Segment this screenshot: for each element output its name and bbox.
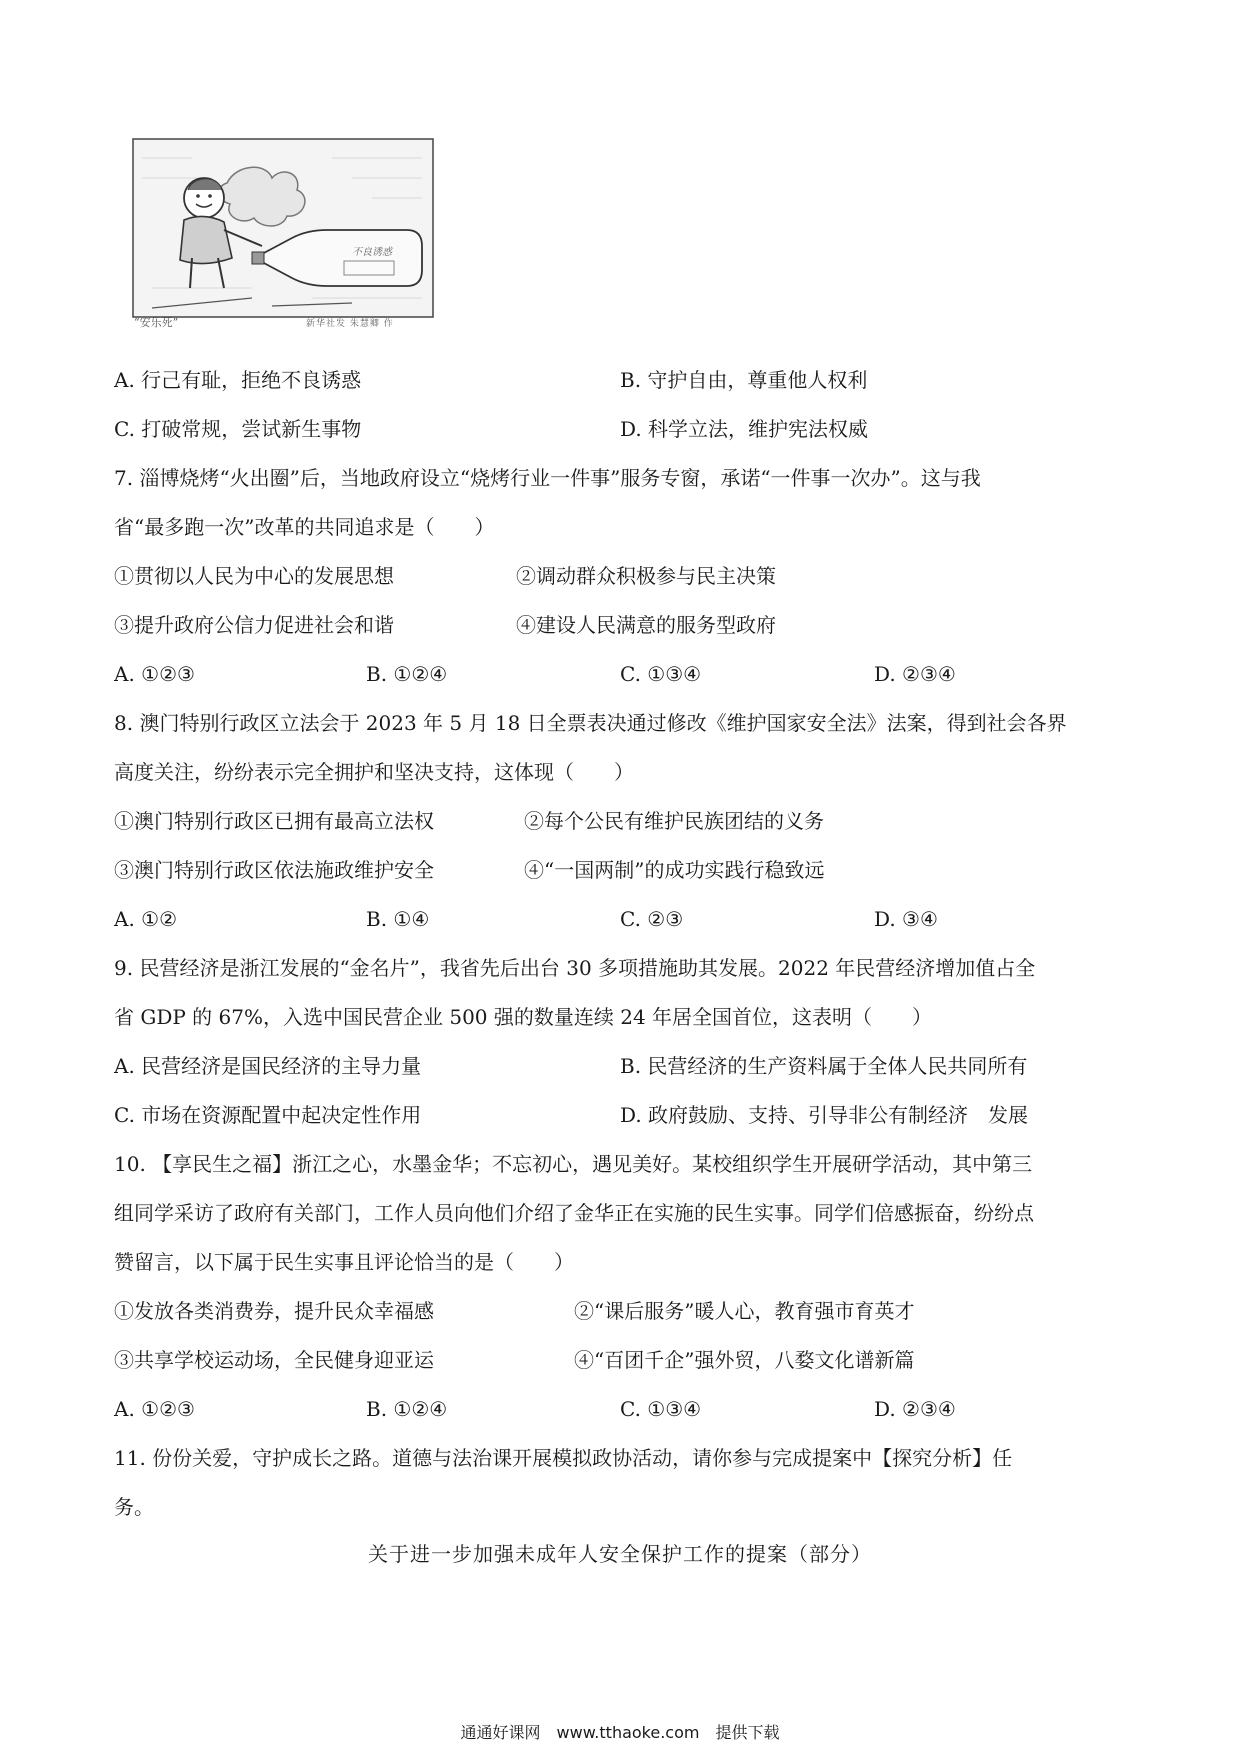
q10-item-2: ②“课后服务”暖人心，教育强市育英才: [574, 1299, 915, 1323]
cartoon-illustration: [132, 138, 434, 338]
q10-option-b: B. ①②④: [366, 1397, 448, 1421]
q8-item-3: ③澳门特别行政区依法施政维护安全: [114, 858, 434, 882]
q6-option-c: C. 打破常规，尝试新生事物: [114, 417, 362, 441]
q7-item-3: ③提升政府公信力促进社会和谐: [114, 613, 394, 637]
q10-option-c: C. ①③④: [620, 1397, 702, 1421]
q8-item-1: ①澳门特别行政区已拥有最高立法权: [114, 809, 434, 833]
q8-option-a: A. ①②: [114, 907, 178, 931]
q10-option-d: D. ②③④: [874, 1397, 956, 1421]
q7-item-2: ②调动群众积极参与民主决策: [516, 564, 776, 588]
q7-option-c: C. ①③④: [620, 662, 702, 686]
q8-stem-line2: 高度关注，纷纷表示完全拥护和坚决支持，这体现（ ）: [114, 760, 634, 784]
q7-option-b: B. ①②④: [366, 662, 448, 686]
q9-option-a: A. 民营经济是国民经济的主导力量: [114, 1054, 422, 1078]
q11-stem-line2: 务。: [114, 1495, 154, 1519]
q6-option-a: A. 行己有耻，拒绝不良诱惑: [114, 368, 362, 392]
q9-stem-line2: 省 GDP 的 67%，入选中国民营企业 500 强的数量连续 24 年居全国首位，这表明（ ）: [114, 1005, 933, 1029]
q8-option-c: C. ②③: [620, 907, 684, 931]
q10-stem-line1: 10. 【享民生之福】浙江之心，水墨金华；不忘初心，遇见美好。某校组织学生开展研学活动，其中第三: [114, 1152, 1033, 1176]
cartoon-caption: “安乐死”: [134, 316, 179, 329]
q7-stem-line1: 7. 淄博烧烤“火出圈”后，当地政府设立“烧烤行业一件事”服务专窗，承诺“一件事一次办”。这与我: [114, 466, 981, 490]
q7-item-4: ④建设人民满意的服务型政府: [516, 613, 776, 637]
q10-stem-line3: 赞留言，以下属于民生实事且评论恰当的是（ ）: [114, 1250, 574, 1274]
q10-item-1: ①发放各类消费券，提升民众幸福感: [114, 1299, 434, 1323]
q7-option-d: D. ②③④: [874, 662, 956, 686]
page-footer: 通通好课网 www.tthaoke.com 提供下载: [460, 1723, 780, 1742]
q10-item-4: ④“百团千企”强外贸，八婺文化谱新篇: [574, 1348, 915, 1372]
q8-option-d: D. ③④: [874, 907, 938, 931]
q7-option-a: A. ①②③: [114, 662, 195, 686]
q7-item-1: ①贯彻以人民为中心的发展思想: [114, 564, 394, 588]
q10-item-3: ③共享学校运动场，全民健身迎亚运: [114, 1348, 434, 1372]
q8-item-2: ②每个公民有维护民族团结的义务: [524, 809, 824, 833]
q10-option-a: A. ①②③: [114, 1397, 195, 1421]
q8-option-b: B. ①④: [366, 907, 430, 931]
q9-stem-line1: 9. 民营经济是浙江发展的“金名片”，我省先后出台 30 多项措施助其发展。2022 年民营经济增加值占全: [114, 956, 1036, 980]
q9-option-c: C. 市场在资源配置中起决定性作用: [114, 1103, 422, 1127]
q8-stem-line1: 8. 澳门特别行政区立法会于 2023 年 5 月 18 日全票表决通过修改《维护国家安全法》法案，得到社会各界: [114, 711, 1067, 735]
q10-stem-line2: 组同学采访了政府有关部门，工作人员向他们介绍了金华正在实施的民生实事。同学们倍感振奋，纷纷点: [114, 1201, 1034, 1225]
q6-option-d: D. 科学立法，维护宪法权威: [620, 417, 869, 441]
proposal-title: 关于进一步加强未成年人安全保护工作的提案（部分）: [368, 1542, 872, 1566]
bottle-label: 不良诱惑: [352, 247, 392, 258]
q9-option-d: D. 政府鼓励、支持、引导非公有制经济 发展: [620, 1103, 1029, 1127]
cartoon-credit: 新华社发 朱慧卿 作: [306, 319, 394, 329]
q7-stem-line2: 省“最多跑一次”改革的共同追求是（ ）: [114, 515, 495, 539]
q6-option-b: B. 守护自由，尊重他人权利: [620, 368, 868, 392]
q8-item-4: ④“一国两制”的成功实践行稳致远: [524, 858, 825, 882]
q9-option-b: B. 民营经济的生产资料属于全体人民共同所有: [620, 1054, 1028, 1078]
q11-stem-line1: 11. 份份关爱，守护成长之路。道德与法治课开展模拟政协活动，请你参与完成提案中【探究分析】任: [114, 1446, 1013, 1470]
